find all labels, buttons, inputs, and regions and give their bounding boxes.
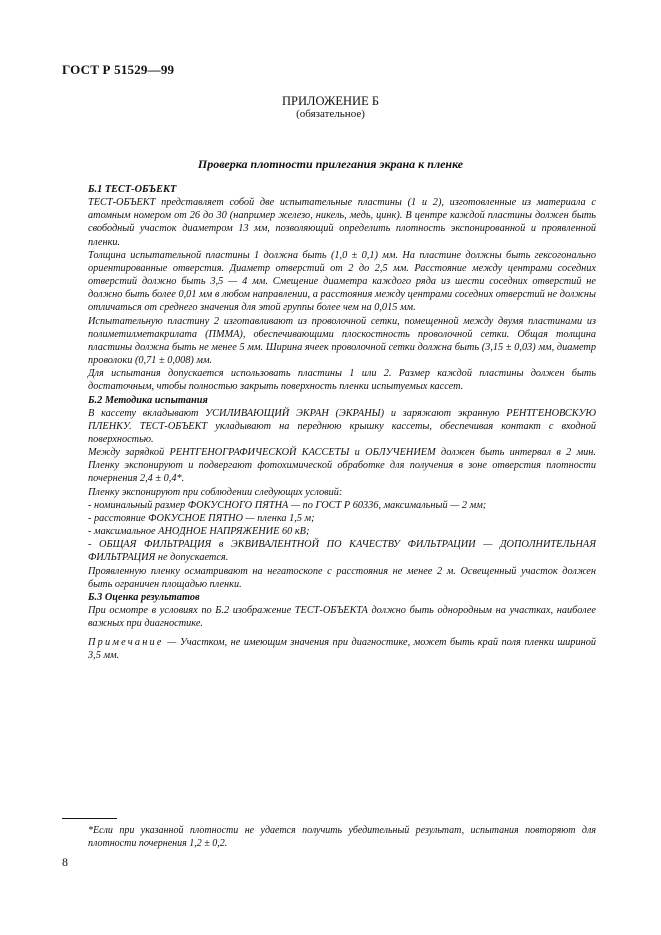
list-item: - номинальный размер ФОКУСНОГО ПЯТНА — по ГОСТ Р 60336, максимальный — 2 мм; (88, 499, 487, 511)
paragraph: В кассету вкладывают УСИЛИВАЮЩИЙ ЭКРАН (ЭКРАНЫ) и заряжают экранную РЕНТГЕНОВСКУЮ ПЛЕНКУ. ТЕСТ-ОБЪЕКТ укладывают на переднюю крышку кассеты, обеспечивая контакт с входной поверхностью. (88, 407, 596, 445)
section-title: Проверка плотности прилегания экрана к пленке (197, 157, 464, 171)
section-heading-b2: Б.2 Методика испытания (88, 394, 208, 406)
paragraph: Пленку экспонируют при соблюдении следующих условий: (88, 486, 343, 498)
document-code-header: ГОСТ Р 51529—99 (62, 62, 175, 77)
footnote: *Если при указанной плотности не удается получить убедительный результат, испытания повторяют для плотности почернения 1,2 ± 0,2. (88, 825, 596, 849)
paragraph: Для испытания допускается использовать пластины 1 или 2. Размер каждой пластины должен быть достаточным, чтобы полностью закрыть поверхность пленки испытуемых кассет. (88, 368, 596, 393)
paragraph: Между зарядкой РЕНТГЕНОГРАФИЧЕСКОЙ КАССЕТЫ и ОБЛУЧЕНИЕМ должен быть интервал в 2 мин. Пленку экспонируют и подвергают фотохимической обработке для получения в зоне отверстия плотности почернения 2,4 ± 0,4*. (88, 447, 596, 485)
list-item: - максимальное АНОДНОЕ НАПРЯЖЕНИЕ 60 кВ; (88, 526, 310, 538)
paragraph: Испытательную пластину 2 изготавливают из проволочной сетки, помещенной между двумя пластинами из полиметилметакрилата (ПММА), обеспечивающими плоскостность проволочной сетки. Общая толщина пластины должна быть не менее 5 мм. Ширина ячеек проволочной сетки должна быть (3,15 ± 0,03) мм, диаметр проволоки (0,71 ± 0,008) мм. (88, 315, 596, 367)
paragraph: ТЕСТ-ОБЪЕКТ представляет собой две испытательные пластины (1 и 2), изготовленные из материала с атомным номером от 26 до 30 (например железо, никель, медь, цинк). В центре каждой пластины должен быть свободный участок диаметром 13 мм, позволяющий определить плотность экспонированной и проявленной пленки. (88, 197, 596, 248)
list-item: - ОБЩАЯ ФИЛЬТРАЦИЯ в ЭКВИВАЛЕНТНОЙ ПО КАЧЕСТВУ ФИЛЬТРАЦИИ — ДОПОЛНИТЕЛЬНАЯ ФИЛЬТРАЦИЯ не допускается. (88, 539, 596, 564)
note-label: Примечание (88, 637, 164, 649)
section-heading-b3: Б.3 Оценка результатов (88, 591, 200, 603)
note (88, 636, 596, 662)
section-heading-b1: Б.1 ТЕСТ-ОБЪЕКТ (88, 184, 177, 195)
footnote-divider (62, 818, 117, 819)
paragraph: Проявленную пленку осматривают на негатоскопе с расстояния не менее 2 м. Освещенный участок должен быть ограничен площадью пленки. (88, 565, 596, 590)
body-text (88, 183, 596, 663)
paragraph: Толщина испытательной пластины 1 должна быть (1,0 ± 0,1) мм. На пластине должны быть гексогонально ориентированные отверстия. Диаметр отверстий от 2 до 2,5 мм. Расстояние между центрами соседних отверстий должно быть 3,5 — 4 мм. Смещение диаметра каждого ряда из шести соседних отверстий не должно быть более 0,01 мм в любом направлении, а расстояния между центрами соседних отверстий не должны отличаться от среднего значения для этой группы более чем на 0,015 мм. (88, 249, 596, 314)
list-item: - расстояние ФОКУСНОЕ ПЯТНО — пленка 1,5 м; (88, 512, 315, 524)
paragraph: При осмотре в условиях по Б.2 изображение ТЕСТ-ОБЪЕКТА должно быть однородным на участках, наиболее важных при диагностике. (88, 605, 596, 630)
page-number: 8 (62, 855, 68, 869)
note-text: — Участком, не имеющим значения при диагностике, может быть край поля пленки шириной 3,5 мм. (88, 637, 596, 662)
appendix-subtitle: (обязательное) (296, 108, 365, 120)
appendix-title: ПРИЛОЖЕНИЕ Б (281, 94, 380, 108)
